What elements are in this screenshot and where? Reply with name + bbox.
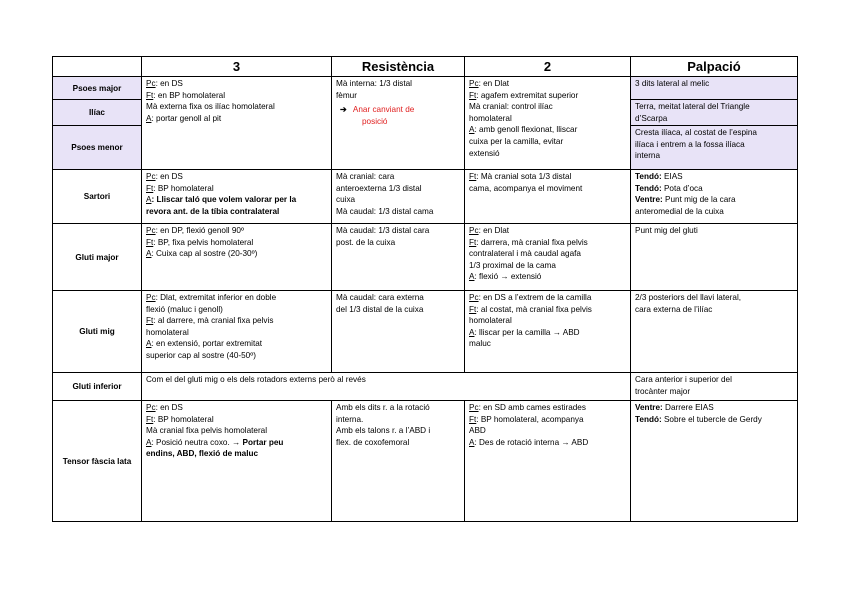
gluti-mig-resistance: Mà caudal: cara externa del 1/3 distal de la cuixa (332, 291, 465, 373)
gluti-major-resistance: Mà caudal: 1/3 distal cara post. de la cuixa (332, 224, 465, 291)
header-col-3: 3 (142, 57, 332, 77)
row-gluti-major (53, 224, 798, 291)
label-gluti-mig: Gluti mig (53, 291, 142, 373)
ft-key: Ft (146, 90, 154, 100)
label-psoes-major: Psoes major (53, 77, 142, 100)
gluti-mig-palpation: 2/3 posteriors del llavi lateral, cara externa de l’ilíac (631, 291, 798, 373)
gluti-mig-grade3: Pc: Dlat, extremitat inferior en doble flexió (maluc i genoll) Ft: al darrere, mà cranial fixa pelvis homolateral A: en extensió, portar extremitat superior cap al sostre (40-50º) (142, 291, 332, 373)
sartori-grade2: Ft: Mà cranial sota 1/3 distal cama, acompanya el moviment (465, 170, 631, 224)
sartori-resistance: Mà cranial: cara anteroexterna 1/3 distal cuixa Mà caudal: 1/3 distal cama (332, 170, 465, 224)
row-psoes-major (53, 77, 798, 100)
label-sartori: Sartori (53, 170, 142, 224)
gluti-major-grade3: Pc: en DP, flexió genoll 90º Ft: BP, fixa pelvis homolateral A: Cuixa cap al sostre (20-30º) (142, 224, 332, 291)
gluti-major-grade2: Pc: en Dlat Ft: darrera, mà cranial fixa pelvis contralateral i mà caudal agafa 1/3 proximal de la cama A: flexió → extensió (465, 224, 631, 291)
row-sartori (53, 170, 798, 224)
tensor-resistance: Amb els dits r. a la rotació interna. Amb els talons r. a l’ABD i flex. de coxofemoral (332, 401, 465, 522)
palp-psoes-menor: Cresta ilíaca, al costat de l’espina ilíaca i entrem a la fossa ilíaca interna (631, 126, 798, 170)
psoes-resistance: Mà interna: 1/3 distal fèmur ➔ Anar canviant de posició (332, 77, 465, 170)
row-gluti-inferior (53, 373, 798, 401)
header-resistencia: Resistència (332, 57, 465, 77)
a-key: A (146, 113, 152, 123)
muscle-assessment-table (52, 56, 798, 522)
psoes-grade2: Pc: en Dlat Ft: agafem extremitat superior Mà cranial: control ilíac homolateral A: amb genoll flexionat, lliscar cuixa per la camilla, evitar extensió (465, 77, 631, 170)
tensor-grade2: Pc: en SD amb cames estirades Ft: BP homolateral, acompanya ABD A: Des de rotació interna → ABD (465, 401, 631, 522)
header-row (53, 57, 798, 77)
palp-psoes-major: 3 dits lateral al melic (631, 77, 798, 100)
row-gluti-mig (53, 291, 798, 373)
palp-iliac: Terra, meitat lateral del Triangle d’Scarpa (631, 100, 798, 126)
label-tensor-fascia-lata: Tensor fàscia lata (53, 401, 142, 522)
gluti-mig-grade2: Pc: en DS a l’extrem de la camilla Ft: al costat, mà cranial fixa pelvis homolateral A: lliscar per la camilla → ABD maluc (465, 291, 631, 373)
tensor-palpation: Ventre: Darrere EIAS Tendó: Sobre el tubercle de Gerdy (631, 401, 798, 522)
gluti-inferior-description: Com el del gluti mig o els dels rotadors externs però al revés (142, 373, 631, 401)
pc-key: Pc (146, 79, 156, 88)
header-palpacio: Palpació (631, 57, 798, 77)
label-iliac: Ilíac (53, 100, 142, 126)
sartori-grade3: Pc: en DS Ft: BP homolateral A: Lliscar taló que volem valorar per la revora ant. de la tíbia contralateral (142, 170, 332, 224)
header-col-2: 2 (465, 57, 631, 77)
label-gluti-inferior: Gluti inferior (53, 373, 142, 401)
label-gluti-major: Gluti major (53, 224, 142, 291)
row-tensor-fascia-lata (53, 401, 798, 522)
header-blank (53, 57, 142, 77)
psoes-grade3: Pc: en DS Ft: en BP homolateral Mà externa fixa os ilíac homolateral A: portar genoll al pit (142, 77, 332, 170)
sartori-palpation: Tendó: EIAS Tendó: Pota d’oca Ventre: Punt mig de la cara anteromedial de la cuixa (631, 170, 798, 224)
gluti-major-palpation: Punt mig del gluti (631, 224, 798, 291)
arrow-right-icon: ➔ (340, 105, 347, 115)
tensor-grade3: Pc: en DS Ft: BP homolateral Mà cranial fixa pelvis homolateral A: Posició neutra coxo. → Portar peu endins, ABD, flexió de maluc (142, 401, 332, 522)
gluti-inferior-palpation: Cara anterior i superior del trocànter major (631, 373, 798, 401)
label-psoes-menor: Psoes menor (53, 126, 142, 170)
